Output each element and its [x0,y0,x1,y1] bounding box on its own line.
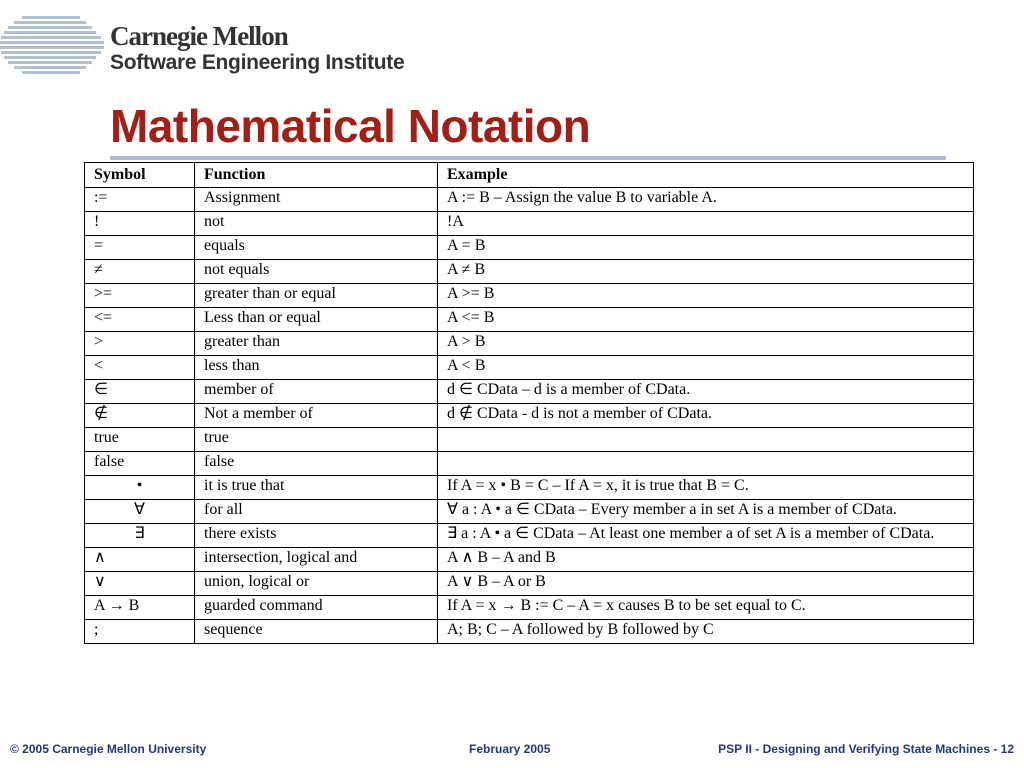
table-row [85,236,974,260]
table-row [85,260,974,284]
header-symbol: Symbol [85,163,195,188]
example-cell [438,428,974,452]
table-row [85,548,974,572]
example-cell: A = B [438,236,974,260]
symbol-cell: ! [85,212,195,236]
symbol-cell: ∀ [85,500,195,524]
function-cell: member of [195,380,438,404]
example-cell: A; B; C – A followed by B followed by C [438,620,974,644]
function-cell: Not a member of [195,404,438,428]
table-row [85,188,974,212]
table-header-row [85,163,974,188]
table-row [85,308,974,332]
function-cell: equals [195,236,438,260]
symbol-cell: >= [85,284,195,308]
symbol-cell: > [85,332,195,356]
logo-line-cmu: Carnegie Mellon [110,21,288,51]
table-row [85,332,974,356]
table-row [85,500,974,524]
example-cell: ∃ a : A • a ∈ CData – At least one member a of set A is a member of CData. [438,524,974,548]
function-cell: not equals [195,260,438,284]
footer-date: February 2005 [469,742,551,756]
example-cell: A := B – Assign the value B to variable A. [438,188,974,212]
function-cell: guarded command [195,596,438,620]
function-cell: sequence [195,620,438,644]
example-cell: A ∨ B – A or B [438,572,974,596]
symbol-cell: A → B [85,596,195,620]
symbol-cell: ∨ [85,572,195,596]
symbol-cell: ; [85,620,195,644]
symbol-cell: < [85,356,195,380]
table-row [85,380,974,404]
sei-stripes-logo-icon [0,16,104,76]
symbol-cell: := [85,188,195,212]
function-cell: greater than [195,332,438,356]
table-row [85,524,974,548]
symbol-cell: = [85,236,195,260]
function-cell: there exists [195,524,438,548]
example-cell: If A = x • B = C – If A = x, it is true that B = C. [438,476,974,500]
example-cell: d ∈ CData – d is a member of CData. [438,380,974,404]
symbol-cell: <= [85,308,195,332]
footer-copyright: © 2005 Carnegie Mellon University [10,742,207,756]
table-row [85,476,974,500]
table-row [85,572,974,596]
symbol-cell: ∉ [85,404,195,428]
header-example: Example [438,163,974,188]
function-cell: for all [195,500,438,524]
table-row [85,620,974,644]
header-function: Function [195,163,438,188]
function-cell: true [195,428,438,452]
symbol-cell: false [85,452,195,476]
symbol-cell: • [85,476,195,500]
table-row [85,212,974,236]
table-row [85,596,974,620]
symbol-cell: ∃ [85,524,195,548]
example-cell: ∀ a : A • a ∈ CData – Every member a in set A is a member of CData. [438,500,974,524]
symbol-cell: ∧ [85,548,195,572]
function-cell: greater than or equal [195,284,438,308]
table-row [85,452,974,476]
function-cell: not [195,212,438,236]
example-cell: A <= B [438,308,974,332]
function-cell: less than [195,356,438,380]
function-cell: intersection, logical and [195,548,438,572]
function-cell: false [195,452,438,476]
symbol-cell: ≠ [85,260,195,284]
footer-slide-info: PSP II - Designing and Verifying State Machines - 12 [718,742,1014,756]
example-cell: A < B [438,356,974,380]
table-row [85,404,974,428]
example-cell [438,452,974,476]
example-cell: A >= B [438,284,974,308]
example-cell: A ≠ B [438,260,974,284]
logo-wordmark [110,22,404,76]
slide-title: Mathematical Notation [110,100,591,152]
example-cell: d ∉ CData - d is not a member of CData. [438,404,974,428]
function-cell: Assignment [195,188,438,212]
symbol-cell: true [85,428,195,452]
function-cell: union, logical or [195,572,438,596]
function-cell: Less than or equal [195,308,438,332]
table-row [85,284,974,308]
title-rule [110,156,946,160]
example-cell: A ∧ B – A and B [438,548,974,572]
function-cell: it is true that [195,476,438,500]
symbol-cell: ∈ [85,380,195,404]
example-cell: !A [438,212,974,236]
table-row [85,356,974,380]
table-row [85,428,974,452]
notation-table [84,162,974,644]
logo-line-sei: Software Engineering Institute [110,51,405,74]
example-cell: A > B [438,332,974,356]
example-cell: If A = x → B := C – A = x causes B to be set equal to C. [438,596,974,620]
